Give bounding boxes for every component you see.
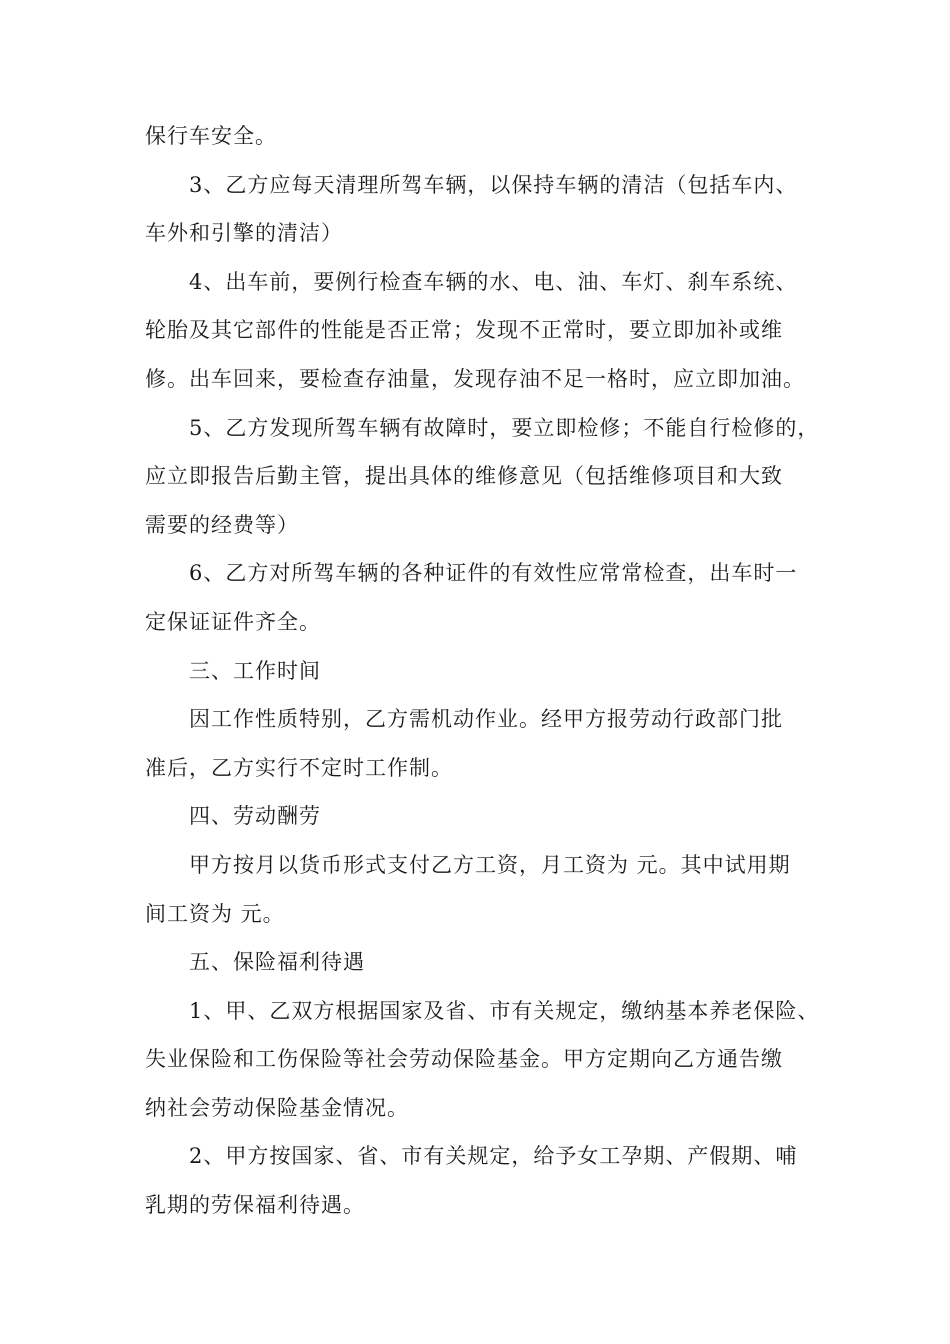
section-heading: 三、工作时间 <box>189 658 321 683</box>
text-line: 失业保险和工伤保险等社会劳动保险基金。甲方定期向乙方通告缴 <box>145 1047 783 1072</box>
text-line: 需要的经费等） <box>145 512 299 537</box>
section-heading: 四、劳动酬劳 <box>189 804 321 829</box>
text-line: 1、甲、乙双方根据国家及省、市有关规定，缴纳基本养老保险、 <box>189 998 820 1023</box>
section-heading: 五、保险福利待遇 <box>189 950 365 975</box>
text-line: 乳期的劳保福利待遇。 <box>145 1193 365 1218</box>
document-body <box>145 112 820 1230</box>
text-line: 甲方按月以货币形式支付乙方工资，月工资为 元。其中试用期 <box>189 852 791 877</box>
text-line: 间工资为 元。 <box>145 901 285 926</box>
text-line: 应立即报告后勤主管，提出具体的维修意见（包括维修项目和大致 <box>145 464 783 489</box>
text-line: 2、甲方按国家、省、市有关规定，给予女工孕期、产假期、哺 <box>189 1144 798 1169</box>
text-line: 6、乙方对所驾车辆的各种证件的有效性应常常检查，出车时一 <box>189 561 798 586</box>
text-line: 因工作性质特别，乙方需机动作业。经甲方报劳动行政部门批 <box>189 707 783 732</box>
text-line: 3、乙方应每天清理所驾车辆，以保持车辆的清洁（包括车内、 <box>189 172 798 197</box>
text-line: 车外和引擎的清洁） <box>145 221 343 246</box>
text-line: 4、出车前，要例行检查车辆的水、电、油、车灯、刹车系统、 <box>189 269 798 294</box>
text-line: 修。出车回来，要检查存油量，发现存油不足一格时，应立即加油。 <box>145 366 805 391</box>
text-line: 准后，乙方实行不定时工作制。 <box>145 755 453 780</box>
text-line: 轮胎及其它部件的性能是否正常；发现不正常时，要立即加补或维 <box>145 318 783 343</box>
text-line: 5、乙方发现所驾车辆有故障时，要立即检修；不能自行检修的， <box>189 415 820 440</box>
text-line: 定保证证件齐全。 <box>145 609 321 634</box>
text-line: 保行车安全。 <box>145 124 277 148</box>
text-line: 纳社会劳动保险基金情况。 <box>145 1095 409 1120</box>
